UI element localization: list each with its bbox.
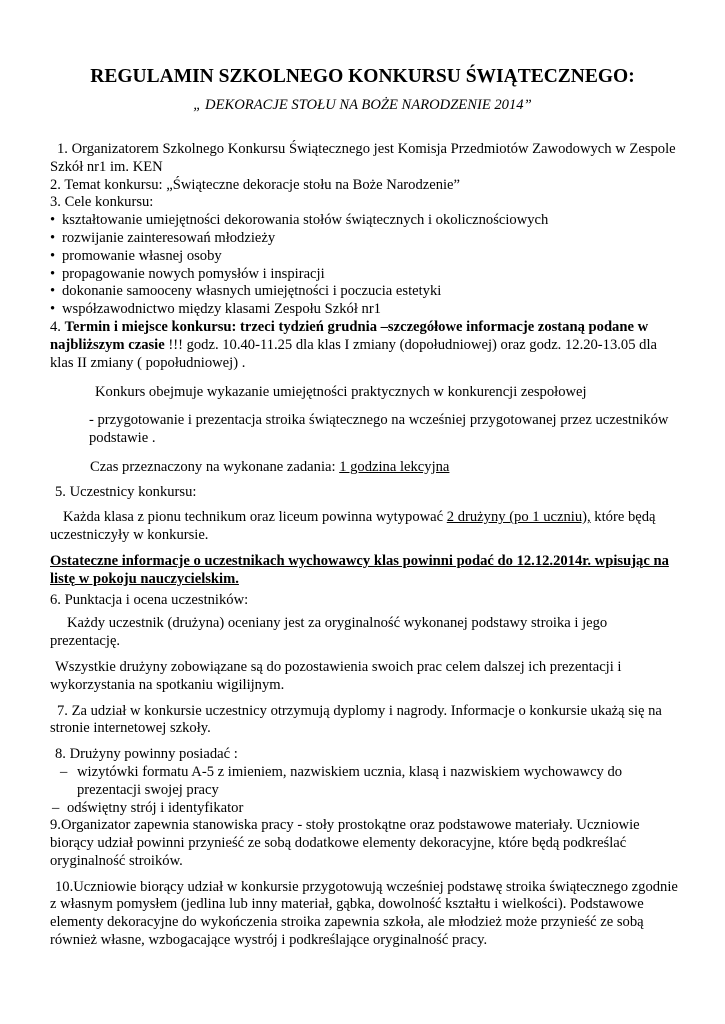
list-item: • rozwijanie zainteresowań młodzieży [50, 229, 276, 246]
section-preparation: 10.Uczniowie biorący udział w konkursie przygotowują wcześniej podstawę stroika świątecznego zgodnie z własnym pomysłem (jedlina lub inny materiał, gąbka, dowolność kształtu i wielkości). Podstawowe elementy dekoracyjne do wykończenia stroika zapewnia szkoła, ale młodzież może przynieść ze sobą również własne, wzbogacające wystrój i podkreślające oryginalność pracy. [50, 878, 678, 949]
section-organizer-provides: 9.Organizator zapewnia stanowiska pracy - stoły prostokątne oraz podstawowe materiały. Uczniowie biorący udział powinni przynieść ze sobą dodatkowe elementy dekoracyjne, które będą podkreślać oryginalność stroików. [50, 817, 640, 869]
bullet-icon: • [50, 265, 56, 282]
team-requirements-list [50, 764, 678, 817]
section-organizer: 1. Organizatorem Szkolnego Konkursu Świątecznego jest Komisja Przedmiotów Zawodowych w Zespole Szkół nr1 im. KEN [50, 141, 676, 175]
scoring-text: Każdy uczestnik (drużyna) oceniany jest za oryginalność wykonanej podstawy stroika i jego prezentację. [50, 615, 608, 650]
list-item: • promowanie własnej osoby [50, 247, 222, 264]
section-goals-heading: 3. Cele konkursu: [50, 194, 154, 211]
list-item: • propagowanie nowych pomysłów i inspiracji [50, 265, 325, 282]
bullet-icon: • [50, 247, 56, 264]
section-scoring-heading: 6. Punktacja i ocena uczestników: [50, 591, 249, 608]
final-info: Ostateczne informacje o uczestnikach wychowawcy klas powinni podać do 12.12.2014r. wpisując na listę w pokoju nauczycielskim. [50, 552, 669, 587]
section-participants-heading: 5. Uczestnicy konkursu: [55, 483, 197, 500]
section-topic: 2. Temat konkursu: „Świąteczne dekoracje stołu na Boże Narodzenie” [50, 176, 461, 193]
scope-item: - przygotowanie i prezentacja stroika świątecznego na wcześniej przygotowanej przez uczestników podstawie . [89, 412, 669, 446]
goals-list [50, 212, 678, 319]
teams-obligation: Wszystkie drużyny zobowiązane są do pozostawienia swoich prac celem dalszej ich prezentacji i wykorzystania na spotkaniu wigilijnym. [50, 658, 622, 693]
list-item: – odświętny strój i identyfikator [52, 799, 244, 816]
bullet-icon: • [50, 283, 56, 300]
document-subtitle: „ DEKORACJE STOŁU NA BOŻE NARODZENIE 2014” [193, 97, 532, 113]
list-item: • współzawodnictwo między klasami Zespołu Szkół nr1 [50, 301, 381, 318]
section-team-requirements-heading: 8. Drużyny powinny posiadać : [55, 746, 238, 763]
bullet-icon: • [50, 301, 56, 318]
section-awards: 7. Za udział w konkursie uczestnicy otrzymują dyplomy i nagrody. Informacje o konkursie ukażą się na stronie internetowej szkoły. [50, 702, 662, 737]
scope-text: Konkurs obejmuje wykazanie umiejętności praktycznych w konkurencji zespołowej [95, 384, 587, 401]
participants-text: Każda klasa z pionu technikum oraz liceum powinna wytypować 2 drużyny (po 1 uczniu), które będą uczestniczyły w konkursie. [50, 509, 656, 544]
section-date-place: 4. Termin i miejsce konkursu: trzeci tydzień grudnia –szczegółowe informacje zostaną podane w najbliższym czasie !!! godz. 10.40-11.25 dla klas I zmiany (dopołudniowej) oraz godz. 12.20-13.05 dla klas II zmiany ( popołudniowej) . [50, 318, 657, 371]
list-item: • dokonanie samooceny własnych umiejętności i poczucia estetyki [50, 283, 442, 300]
dash-icon: – [60, 763, 68, 780]
document-body [50, 141, 678, 950]
bullet-icon: • [50, 229, 56, 246]
document-title: REGULAMIN SZKOLNEGO KONKURSU ŚWIĄTECZNEGO: [90, 66, 635, 87]
time-limit: Czas przeznaczony na wykonane zadania: 1 godzina lekcyjna [90, 458, 450, 475]
dash-icon: – [52, 799, 60, 816]
list-item: • kształtowanie umiejętności dekorowania stołów świątecznych i okolicznościowych [50, 212, 549, 229]
bullet-icon: • [50, 212, 56, 229]
list-item: – wizytówki formatu A-5 z imieniem, nazwiskiem ucznia, klasą i nazwiskiem wychowawcy do prezentacji swojej pracy [60, 763, 623, 798]
